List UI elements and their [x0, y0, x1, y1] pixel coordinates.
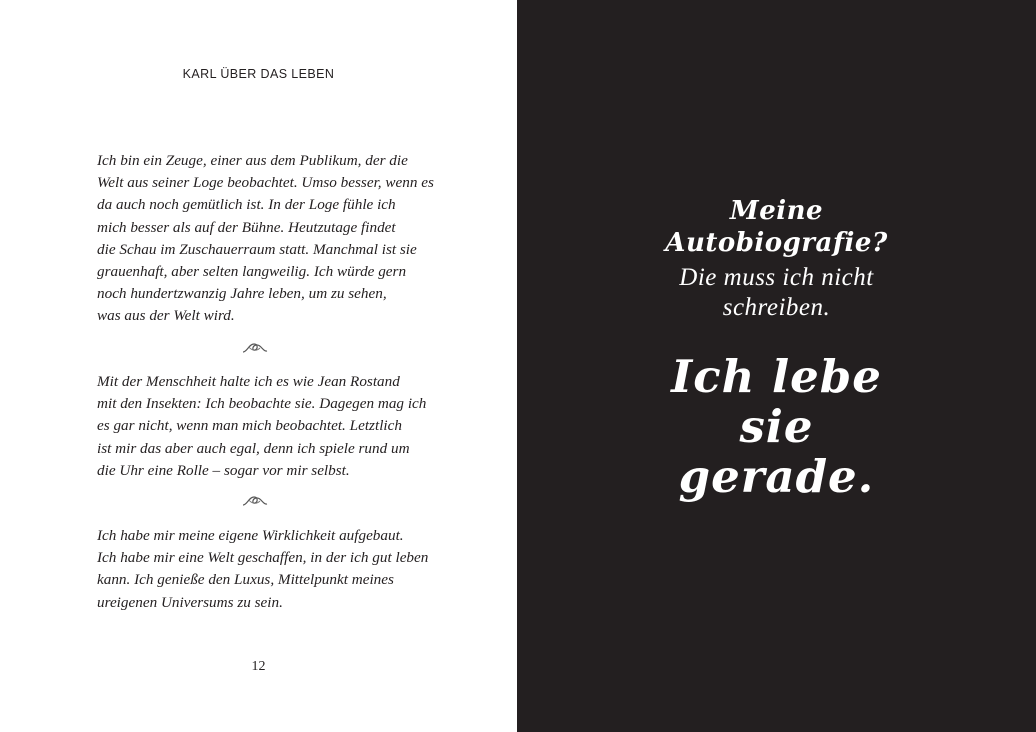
paragraph-1: [97, 150, 442, 328]
page-number: 12: [251, 659, 266, 674]
quote-line: schreiben.: [722, 294, 831, 321]
text-line: es gar nicht, wenn man mich beobachtet. Letztlich: [97, 417, 402, 435]
flourish-ornament-icon: [240, 341, 270, 355]
text-line: mich besser als auf der Bühne. Heutzutage findet: [97, 218, 396, 236]
text-line: die Uhr eine Rolle – sogar vor mir selbst.: [97, 461, 350, 479]
text-line: ureigenen Universums zu sein.: [97, 593, 283, 611]
text-line: mit den Insekten: Ich beobachte sie. Dagegen mag ich: [97, 395, 427, 413]
quote-line: Die muss ich nicht: [679, 264, 874, 291]
text-line: Ich habe mir eine Welt geschaffen, in der ich gut leben: [97, 549, 429, 567]
text-line: da auch noch gemütlich ist. In der Loge fühle ich: [97, 196, 396, 214]
quote-line: Meine: [729, 196, 824, 226]
running-head: KARL ÜBER DAS LEBEN: [182, 67, 335, 81]
quote-punchline: [517, 352, 1036, 502]
text-line: Welt aus seiner Loge beobachtet. Umso besser, wenn es: [97, 174, 434, 192]
text-line: noch hundertzwanzig Jahre leben, um zu sehen,: [97, 285, 387, 303]
paragraph-2: [97, 371, 442, 482]
left-page: [0, 0, 517, 732]
text-line: ist mir das aber auch egal, denn ich spiele rund um: [97, 439, 410, 457]
flourish-ornament-icon: [240, 494, 270, 508]
quote-line: Ich lebe: [671, 350, 882, 403]
text-line: Ich bin ein Zeuge, einer aus dem Publikum, der die: [97, 152, 408, 169]
text-line: Ich habe mir meine eigene Wirklichkeit aufgebaut.: [97, 527, 404, 544]
quote-line: gerade.: [678, 450, 875, 503]
quote-line: Autobiografie?: [665, 228, 888, 258]
quote-heading: [517, 195, 1036, 259]
text-line: Mit der Menschheit halte ich es wie Jean Rostand: [97, 373, 400, 390]
right-page: [517, 0, 1036, 732]
text-line: die Schau im Zuschauerraum statt. Manchmal ist sie: [97, 240, 417, 258]
quote-line: sie: [739, 400, 814, 453]
text-line: was aus der Welt wird.: [97, 307, 235, 325]
quote-subline: [517, 263, 1036, 323]
text-line: kann. Ich genieße den Luxus, Mittelpunkt meines: [97, 571, 394, 589]
paragraph-3: [97, 525, 442, 614]
text-line: grauenhaft, aber selten langweilig. Ich würde gern: [97, 263, 407, 281]
